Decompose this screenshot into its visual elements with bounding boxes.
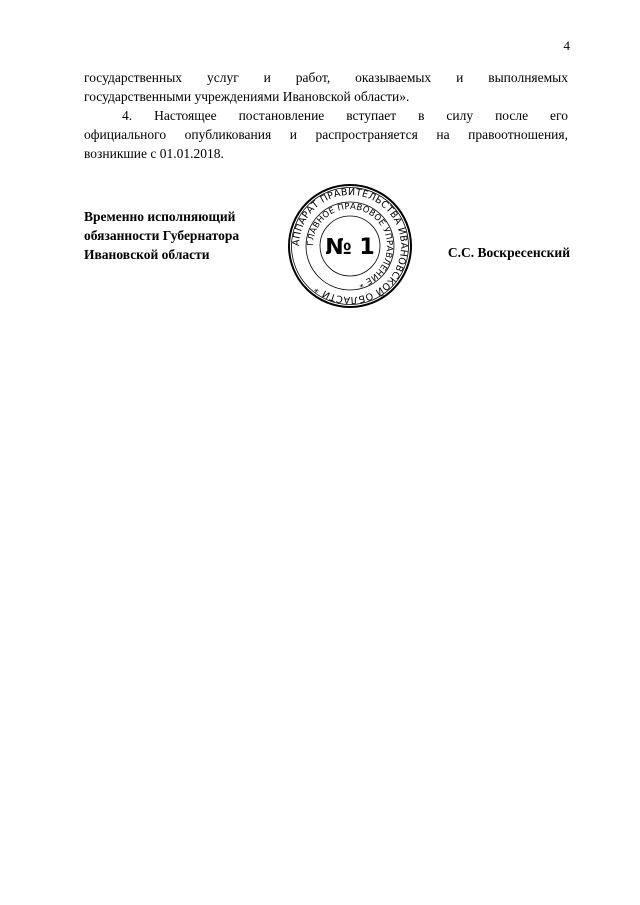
paragraph-line: государственными учреждениями Ивановской области». [84,89,410,104]
seal-inner-text: ГЛАВНОЕ ПРАВОВОЕ УПРАВЛЕНИЕ * [305,201,395,289]
paragraph-line: государственных услуг и работ, оказываемых и выполняемых [84,70,568,85]
paragraph-line: официального опубликования и распространяется на правоотношения, [84,127,568,142]
seal-number: № 1 [325,235,375,260]
signatory-title [84,207,239,264]
paragraph-line: возникшие с 01.01.2018. [84,146,224,161]
signatory-title-line: Ивановской области [84,247,210,262]
body-text [84,68,568,163]
signer-name: С.С. Воскресенский [447,245,570,260]
official-seal [287,183,413,309]
seal-ring-text: АППАРАТ ПРАВИТЕЛЬСТВА ИВАНОВСКОЙ ОБЛАСТИ * [290,186,410,306]
signatory-title-line: обязанности Губернатора [84,228,240,243]
page-number: 4 [563,38,570,53]
signatory-title-line: Временно исполняющий [84,209,236,224]
paragraph-line: 4. Настоящее постановление вступает в силу после его [122,108,568,123]
